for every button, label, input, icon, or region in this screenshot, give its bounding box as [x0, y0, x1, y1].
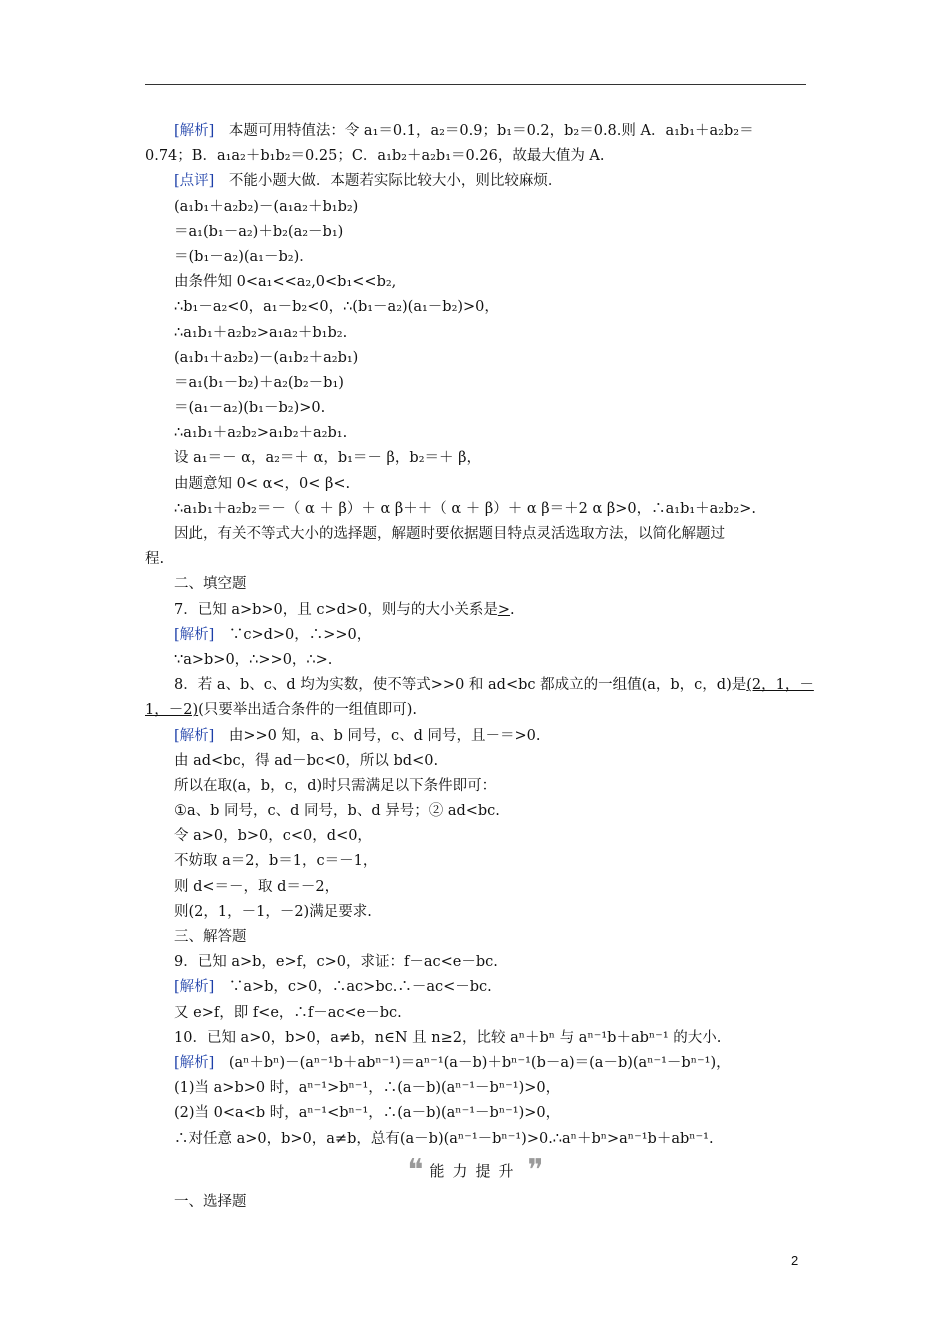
banner-title: 能力提升	[429, 1162, 522, 1181]
header-rule	[145, 84, 806, 85]
document-body	[145, 119, 814, 1215]
line-text: ＝(a₁－a₂)(b₁－b₂)>0.	[174, 400, 326, 417]
text-line	[145, 799, 806, 824]
text-line	[145, 346, 806, 371]
answer-blank: >	[497, 601, 510, 618]
line-text: ＝(b₁－a₂)(a₁－b₂)．	[174, 248, 314, 265]
text-line	[145, 195, 806, 220]
line-text: 0.74；B．a₁a₂＋b₁b₂＝0.25；C．a₁b₂＋a₂b₁＝0.26，故最大值为 A.	[145, 148, 605, 165]
line-suffix: (只要举出适合条件的一组值即可).	[198, 702, 418, 719]
open-quote-icon: ❝	[407, 1152, 424, 1188]
answer-blank: 1，－2)	[145, 702, 199, 719]
line-text: ∴对任意 a>0，b>0，a≠b，总有(a－b)(aⁿ⁻¹－bⁿ⁻¹)>0.∴aⁿ＋bⁿ>aⁿ⁻¹b＋abⁿ⁻¹.	[174, 1130, 714, 1147]
text-line	[145, 950, 806, 975]
analysis-tag: [解析]	[174, 626, 215, 643]
line-text: ＝a₁(b₁－b₂)＋a₂(b₂－b₁)	[174, 374, 344, 391]
line-text: 由>>0 知，a、b 同号，c、d 同号，且－＝>0.	[214, 727, 541, 744]
line-text: 令 a>0，b>0，c<0，d<0，	[174, 828, 372, 845]
line-text: 9．已知 a>b，e>f，c>0，求证：f－ac<e－bc.	[174, 954, 498, 971]
text-line	[145, 497, 806, 522]
line-text: 不能小题大做．本题若实际比较大小，则比较麻烦．	[214, 173, 563, 190]
line-text: ＝a₁(b₁－a₂)＋b₂(a₂－b₁)	[174, 223, 344, 240]
text-line	[145, 648, 806, 673]
line-text: ∵c>d>0，∴>>0，	[214, 626, 372, 643]
line-text: 不妨取 a＝2，b＝1，c＝－1，	[174, 853, 378, 870]
line-text: 则 d<＝－，取 d＝－2，	[174, 878, 340, 895]
line-text: 8．若 a、b、c、d 均为实数，使不等式>>0 和 ad<bc 都成立的一组值(a，b，c，d)是	[174, 677, 747, 694]
text-line	[145, 396, 806, 421]
line-text: 本题可用特值法：令 a₁＝0.1，a₂＝0.9；b₁＝0.2，b₂＝0.8.则 A．a₁b₁＋a₂b₂＝	[214, 123, 754, 139]
text-line	[145, 1026, 806, 1051]
text-line	[145, 144, 806, 169]
analysis-tag: [解析]	[174, 727, 215, 744]
line-text: ∴a₁b₁＋a₂b₂＝－（ α ＋ β）＋ α β＋＋（ α ＋ β）＋ α β＝＋2 α β>0，∴a₁b₁＋a₂b₂>.	[174, 500, 756, 517]
text-line	[145, 1051, 806, 1076]
line-text: 三、解答题	[174, 929, 247, 945]
page-number: 2	[791, 1253, 799, 1268]
answer-blank: (2，1，－	[746, 677, 814, 694]
section-banner	[145, 1152, 806, 1190]
line-text: 所以在取(a，b，c，d)时只需满足以下条件即可：	[174, 777, 497, 794]
section-heading: 一、选择题	[174, 1193, 247, 1210]
line-text: (1)当 a>b>0 时，aⁿ⁻¹>bⁿ⁻¹，∴(a－b)(aⁿ⁻¹－bⁿ⁻¹)>0，	[174, 1080, 561, 1097]
text-line	[145, 1127, 806, 1152]
text-line	[145, 421, 806, 446]
line-text: 由题意知 0< α<，0< β<.	[174, 475, 351, 492]
text-line	[145, 975, 806, 1000]
line-text: 由 ad<bc，得 ad－bc<0，所以 bd<0.	[174, 752, 439, 769]
line-text: 程.	[145, 551, 165, 568]
line-text: ∴a₁b₁＋a₂b₂>a₁b₂＋a₂b₁.	[174, 425, 348, 442]
analysis-tag: [解析]	[174, 979, 215, 996]
line-text: 又 e>f，即 f<e，∴f－ac<e－bc.	[174, 1004, 402, 1021]
text-line	[145, 472, 806, 497]
line-text: 7．已知 a>b>0，且 c>d>0，则与的大小关系是	[174, 601, 498, 618]
line-suffix: .	[509, 601, 515, 618]
text-line	[145, 824, 806, 849]
analysis-tag: [点评]	[174, 173, 215, 190]
text-line	[145, 1101, 806, 1126]
text-line	[145, 446, 806, 471]
text-line	[145, 849, 806, 874]
line-text: ∵a>b，c>0，∴ac>bc.∴－ac<－bc.	[214, 979, 492, 996]
text-line	[145, 900, 806, 925]
text-line	[145, 623, 806, 648]
line-text: ①a、b 同号，c、d 同号，b、d 异号；② ad<bc.	[174, 803, 500, 820]
line-text: 10．已知 a>0，b>0，a≠b，n∈N 且 n≥2，比较 aⁿ＋bⁿ 与 aⁿ⁻¹b＋abⁿ⁻¹ 的大小.	[174, 1029, 722, 1046]
text-line	[145, 169, 806, 194]
text-line	[145, 572, 806, 597]
line-text: 二、填空题	[174, 576, 247, 593]
line-text: 由条件知 0<a₁<<a₂,0<b₁<<b₂,	[174, 274, 397, 291]
text-line	[145, 547, 806, 572]
line-text: ∴b₁－a₂<0，a₁－b₂<0，∴(b₁－a₂)(a₁－b₂)>0，	[174, 299, 499, 316]
text-line	[145, 245, 806, 270]
text-line	[145, 774, 806, 799]
text-line	[145, 295, 806, 320]
text-line	[145, 371, 806, 396]
text-line	[145, 522, 806, 547]
line-text: (a₁b₁＋a₂b₂)－(a₁a₂＋b₁b₂)	[174, 198, 359, 215]
line-text: 设 a₁＝－ α，a₂＝＋ α，b₁＝－ β，b₂＝＋ β，	[174, 450, 481, 467]
text-line	[145, 598, 806, 623]
analysis-tag: [解析]	[174, 123, 215, 139]
text-line	[145, 673, 814, 698]
text-line	[145, 749, 806, 774]
line-text: (aⁿ＋bⁿ)－(aⁿ⁻¹b＋abⁿ⁻¹)＝aⁿ⁻¹(a－b)＋bⁿ⁻¹(b－a)＝(a－b)(aⁿ⁻¹－bⁿ⁻¹)，	[214, 1054, 731, 1071]
line-text: 则(2，1，－1，－2)满足要求.	[174, 903, 372, 920]
text-line	[145, 698, 806, 723]
line-text: ∵a>b>0，∴>>0，∴>.	[174, 651, 333, 668]
text-line	[145, 1076, 806, 1101]
line-text: (2)当 0<a<b 时，aⁿ⁻¹<bⁿ⁻¹，∴(a－b)(aⁿ⁻¹－bⁿ⁻¹)>0，	[174, 1105, 561, 1122]
text-lines	[145, 119, 814, 1152]
text-line	[145, 220, 806, 245]
text-line	[145, 724, 806, 749]
text-line	[145, 1001, 806, 1026]
line-text: 因此，有关不等式大小的选择题，解题时要依据题目特点灵活选取方法，以简化解题过	[174, 526, 725, 542]
line-text: (a₁b₁＋a₂b₂)－(a₁b₂＋a₂b₁)	[174, 349, 359, 366]
text-line	[145, 321, 806, 346]
analysis-tag: [解析]	[174, 1054, 215, 1071]
text-line	[145, 925, 806, 950]
close-quote-icon: ❞	[527, 1152, 544, 1188]
text-line	[145, 270, 806, 295]
line-text: ∴a₁b₁＋a₂b₂>a₁a₂＋b₁b₂.	[174, 324, 348, 341]
text-line	[145, 875, 806, 900]
text-line	[145, 119, 806, 144]
